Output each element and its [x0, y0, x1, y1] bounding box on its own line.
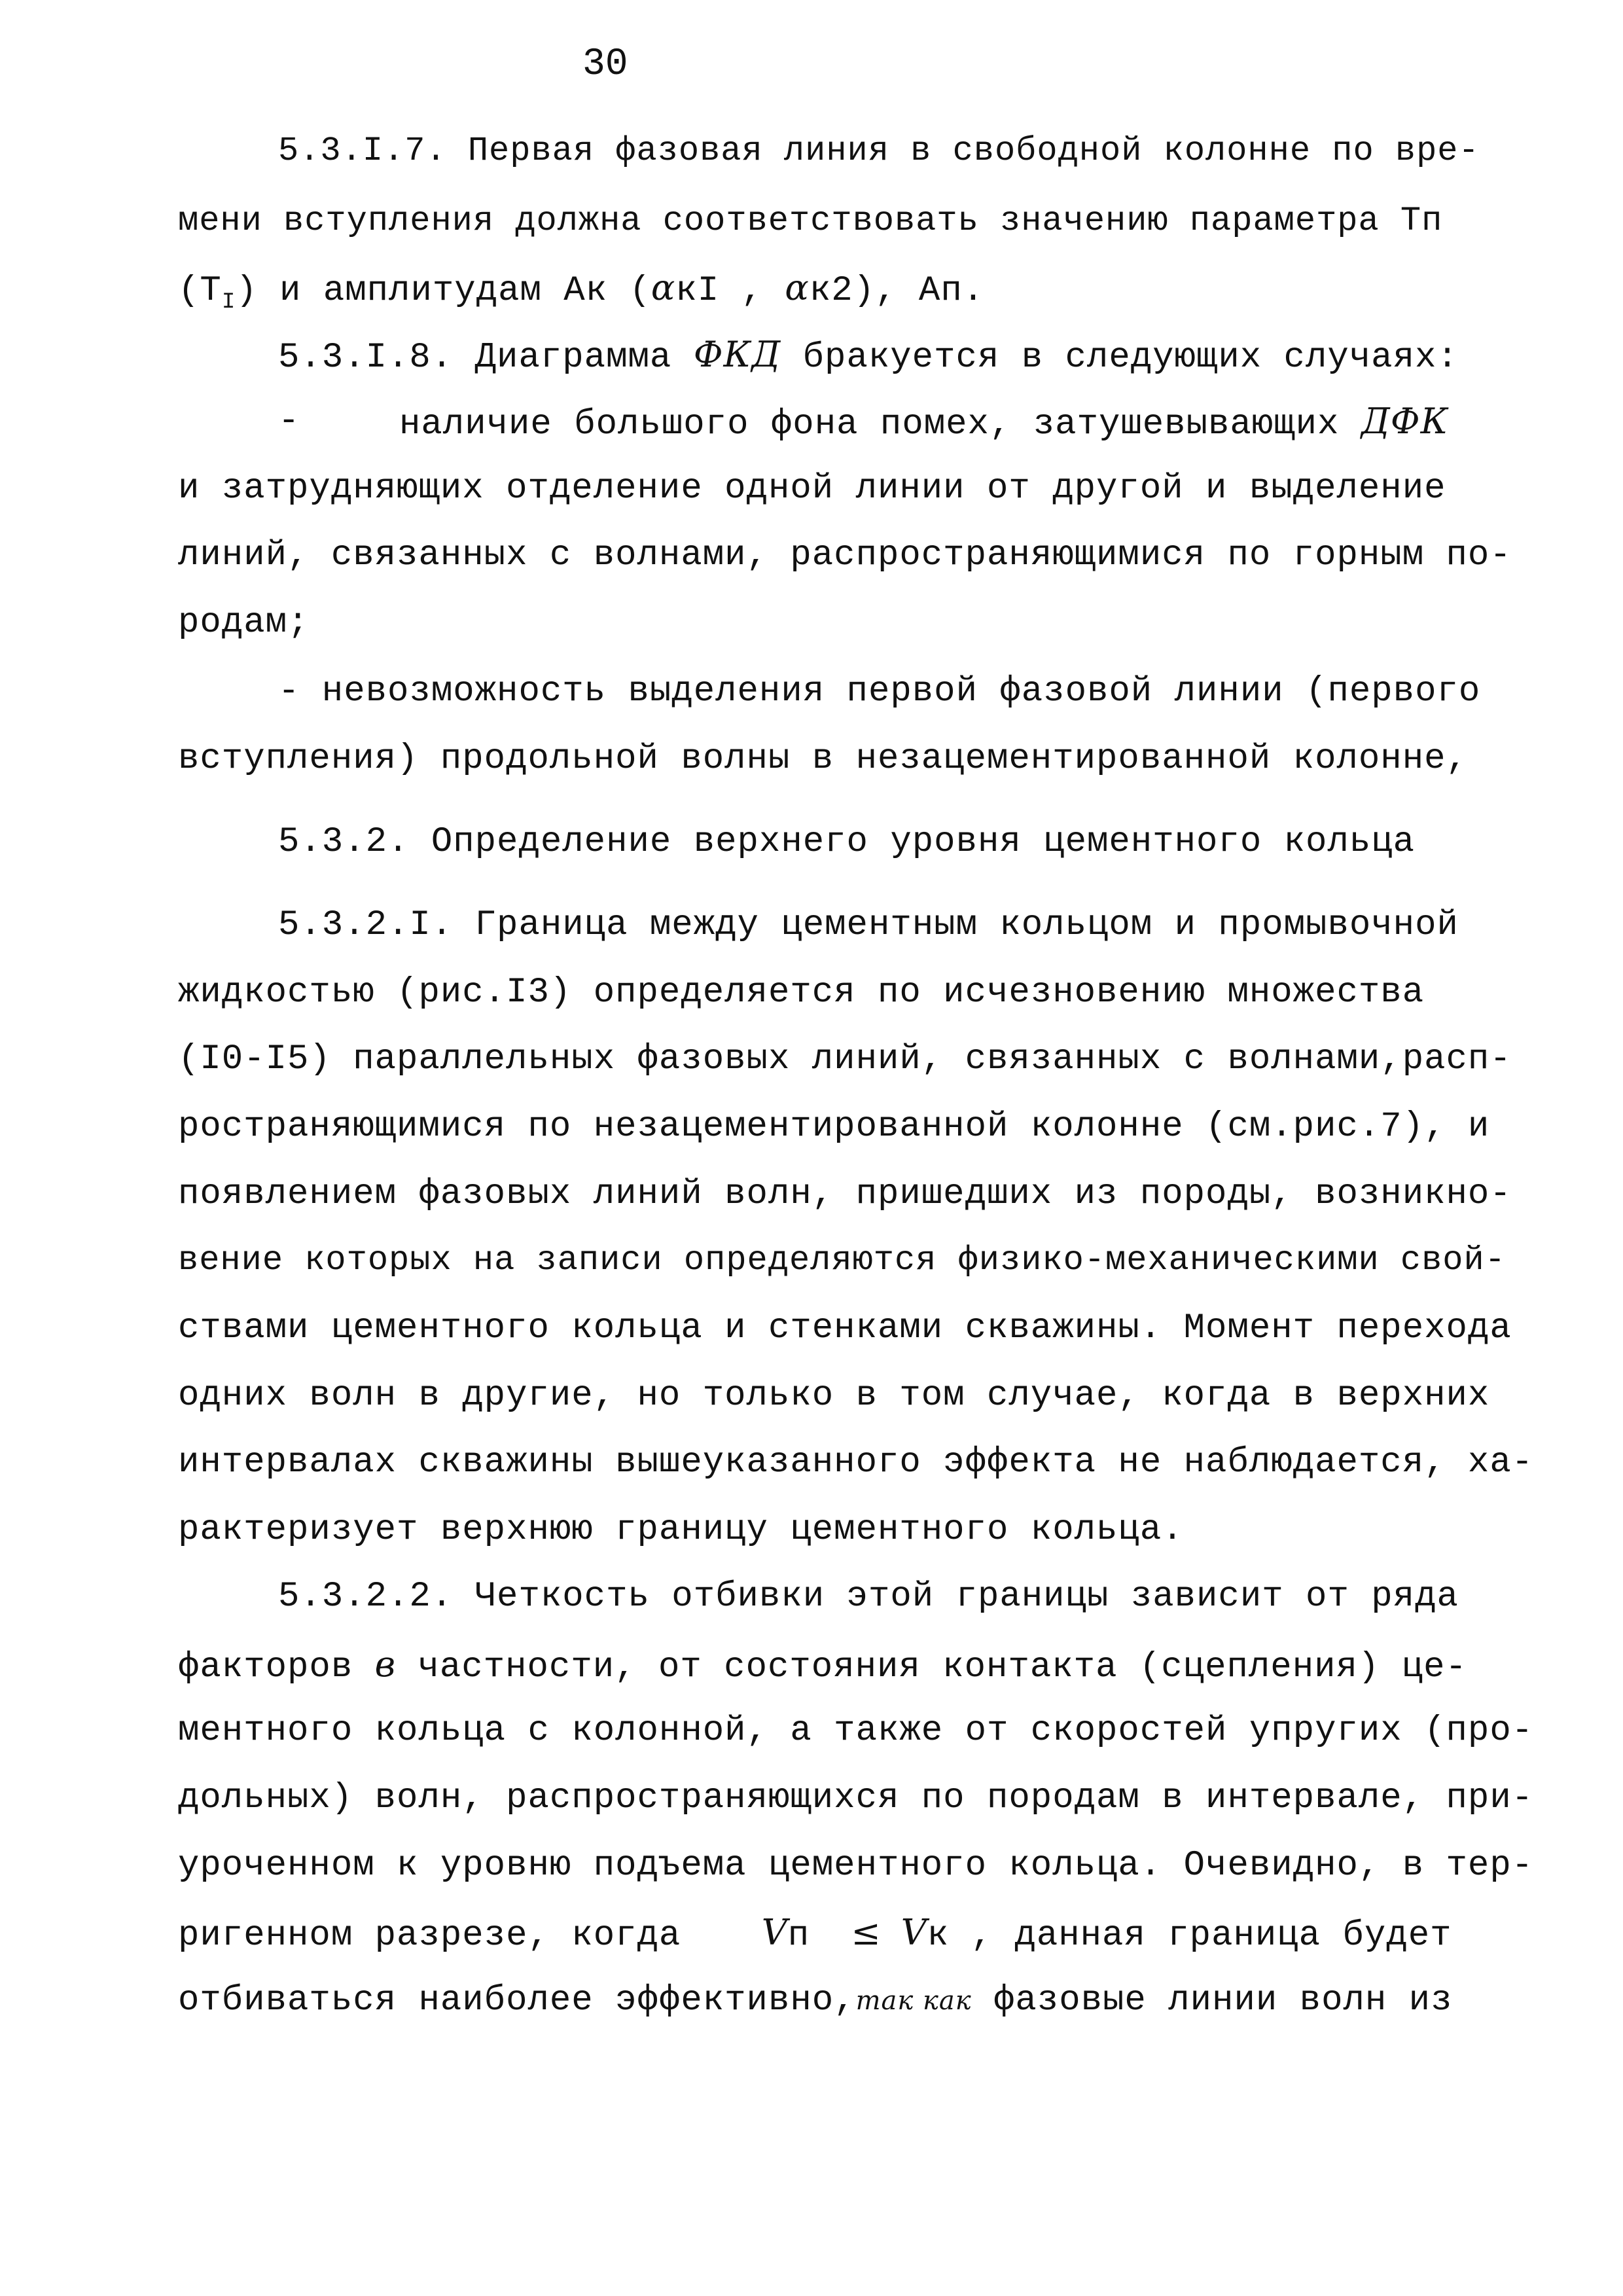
text-line: ментного кольца с колонной, а также от скоростей упругих (про-: [178, 1711, 1534, 1751]
velocity-symbol: V: [901, 1912, 927, 1953]
text-line: ствами цементного кольца и стенками скважины. Момент перехода: [178, 1308, 1512, 1348]
text-line: интервалах скважины вышеуказанного эффекта не наблюдается, ха-: [178, 1443, 1534, 1482]
handwritten-correction: так как: [855, 1986, 972, 2016]
text-fragment: п: [787, 1916, 832, 1956]
text-line: и затрудняющих отделение одной линии от другой и выделение: [178, 469, 1446, 509]
text-fragment: фазовые линии волн из: [971, 1981, 1453, 2020]
page-number: 30: [582, 43, 628, 86]
handwritten-abbreviation: ФКД: [693, 334, 781, 375]
text-line: появлением фазовых линий волн, пришедших из породы, возникно-: [178, 1174, 1512, 1214]
handwritten-abbreviation: ДФК: [1361, 401, 1449, 442]
text-fragment: к , данная граница будет: [927, 1916, 1452, 1956]
text-line: [178, 1983, 1453, 2018]
text-line: - невозможность выделения первой фазовой линии (первого: [278, 672, 1481, 711]
text-fragment: факторов: [178, 1647, 375, 1687]
text-line: 5.3.2.I. Граница между цементным кольцом и промывочной: [278, 905, 1459, 945]
text-line: вение которых на записи определяются физико-механическими свой-: [178, 1241, 1506, 1280]
text-line: одних волн в другие, но только в том случае, когда в верхних: [178, 1376, 1490, 1416]
text-line: вступления) продольной волны в незацементированной колонне,: [178, 739, 1468, 779]
text-fragment: бракуется в следующих случаях:: [781, 338, 1459, 378]
text-line: рактеризует верхнюю границу цементного кольца.: [178, 1510, 1184, 1550]
text-line: [399, 401, 1449, 444]
text-line: 5.3.I.7. Первая фазовая линия в свободной колонне по вре-: [278, 132, 1480, 170]
text-line: [178, 1912, 1452, 1956]
text-fragment: кI ,: [675, 271, 785, 311]
text-fragment: ригенном разрезе, когда: [178, 1916, 703, 1956]
text-fragment: к2), Ап.: [809, 271, 985, 311]
text-line: [178, 267, 985, 315]
text-line: 5.3.2.2. Четкость отбивки этой границы зависит от ряда: [278, 1577, 1459, 1617]
text-line: родам;: [178, 603, 310, 643]
text-line: ространяющимися по незацементированной колонне (см.рис.7), и: [178, 1107, 1490, 1147]
velocity-symbol: V: [761, 1912, 788, 1953]
text-line: линий, связанных с волнами, распространяющимися по горным по-: [178, 535, 1512, 575]
text-fragment: ) и амплитудам Ак (: [236, 271, 651, 311]
text-line: дольных) волн, распространяющихся по породам в интервале, при-: [178, 1778, 1534, 1818]
section-heading: 5.3.2. Определение верхнего уровня цементного кольца: [278, 822, 1416, 862]
text-fragment: (Т: [178, 271, 222, 311]
text-fragment: отбиваться наиболее эффективно,: [178, 1981, 856, 2020]
text-line: уроченном к уровню подъема цементного кольца. Очевидно, в тер-: [178, 1846, 1534, 1886]
less-equal-symbol: ≤: [851, 1912, 882, 1953]
subscript: I: [221, 290, 236, 315]
text-line: мени вступления должна соответствовать значению параметра Тп: [178, 202, 1443, 240]
text-line: (I0-I5) параллельных фазовых линий, связанных с волнами,расп-: [178, 1039, 1512, 1079]
text-line: [178, 1643, 1467, 1687]
alpha-symbol: α: [785, 267, 810, 308]
alpha-symbol: α: [651, 267, 676, 308]
handwritten-correction: в: [374, 1643, 397, 1685]
text-fragment: 5.3.I.8. Диаграмма: [278, 338, 694, 378]
text-line: [278, 334, 1459, 378]
text-line: жидкостью (рис.I3) определяется по исчезновению множества: [178, 973, 1425, 1013]
text-fragment: наличие большого фона помех, затушевывающих: [399, 404, 1361, 444]
list-dash: -: [278, 401, 300, 441]
text-fragment: частности, от состояния контакта (сцепления) це-: [396, 1647, 1467, 1687]
